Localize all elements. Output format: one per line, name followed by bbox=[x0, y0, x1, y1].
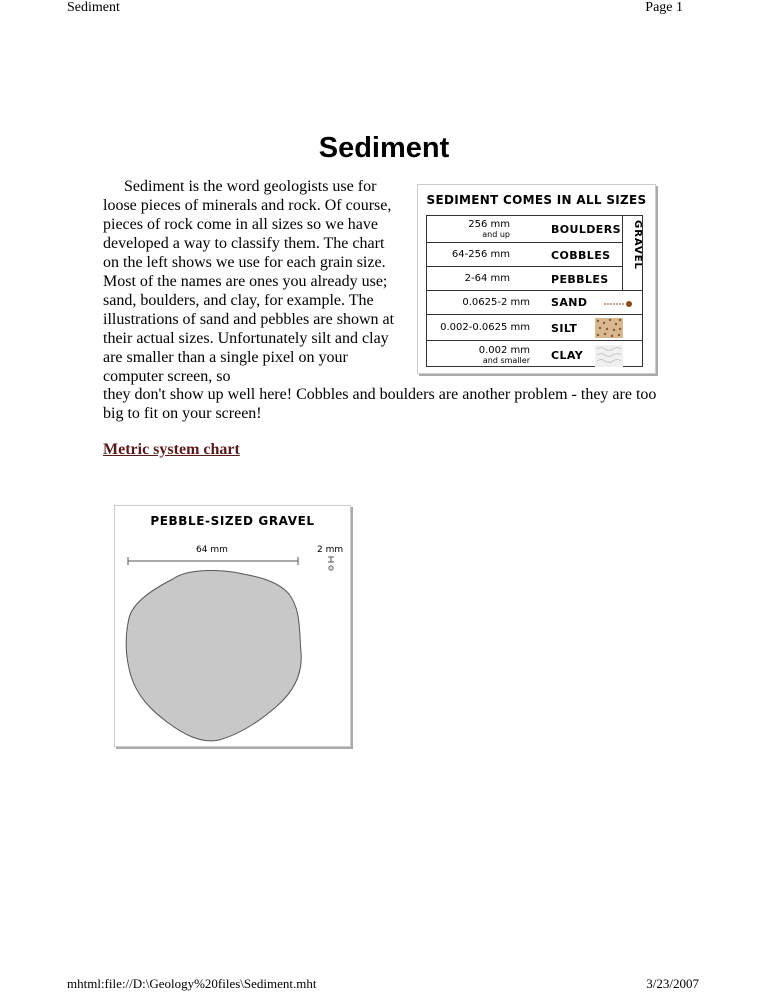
page-footer-date: 3/23/2007 bbox=[646, 976, 699, 991]
grain-name: COBBLES bbox=[551, 249, 611, 262]
size-subtext: and up bbox=[482, 230, 510, 239]
scale-label-64mm: 64 mm bbox=[196, 545, 228, 555]
gravel-label: GRAVEL bbox=[632, 220, 643, 270]
intro-paragraph-continued: they don't show up well here! Cobbles and boulders are another problem - they are too big to fit on your screen! bbox=[103, 386, 657, 422]
size-row-boulders bbox=[427, 216, 622, 242]
grain-name: BOULDERS bbox=[551, 223, 621, 236]
grain-name: SILT bbox=[551, 322, 578, 335]
grain-name: SAND bbox=[551, 296, 588, 309]
size-value: 0.002 mm bbox=[478, 345, 530, 356]
size-row-silt bbox=[427, 314, 642, 340]
size-row-sand bbox=[427, 290, 642, 314]
intro-paragraph bbox=[103, 177, 403, 386]
metric-system-chart-link[interactable]: Metric system chart bbox=[103, 441, 240, 458]
page-footer-path: mhtml:file://D:\Geology%20files\Sediment.mht bbox=[67, 976, 317, 991]
size-subtext: and smaller bbox=[482, 356, 530, 365]
scale-label-2mm: 2 mm bbox=[317, 545, 344, 555]
size-value: 2-64 mm bbox=[464, 273, 510, 284]
size-value: 0.002-0.0625 mm bbox=[440, 322, 530, 333]
size-value: 64-256 mm bbox=[451, 249, 510, 260]
sizes-table bbox=[426, 215, 643, 367]
grain-name: PEBBLES bbox=[551, 273, 609, 286]
clay-texture-illustration bbox=[595, 345, 623, 367]
size-row-cobbles bbox=[427, 242, 622, 266]
size-value: 0.0625-2 mm bbox=[462, 297, 530, 308]
intro-paragraph-text: Sediment is the word geologists use for loose pieces of minerals and rock. Of course, pieces of rock come in all sizes so we have developed a way to classify them. The chart on the left shows we use for each grain size. Most of the names are ones you already use; sand, boulders, and clay, for example. The illustrations of sand and pebbles are shown at their actual sizes. Unfortunately silt and clay are smaller than a single pixel on your computer screen, so bbox=[103, 178, 395, 385]
size-row-pebbles bbox=[427, 266, 622, 290]
pebble-figure-title: PEBBLE-SIZED GRAVEL bbox=[150, 514, 315, 528]
pebble-sized-gravel-figure bbox=[114, 505, 351, 747]
page-number: Page 1 bbox=[645, 0, 683, 15]
size-row-clay bbox=[427, 340, 642, 368]
grain-name: CLAY bbox=[551, 349, 584, 362]
page-title: Sediment bbox=[318, 132, 450, 164]
pebble-illustration bbox=[115, 506, 352, 748]
silt-texture-illustration bbox=[595, 318, 623, 338]
size-value: 256 mm bbox=[468, 219, 510, 230]
page-header-title: Sediment bbox=[67, 0, 120, 15]
gravel-group-label bbox=[622, 216, 644, 290]
pebble-shape bbox=[126, 570, 301, 740]
sizes-chart-title: SEDIMENT COMES IN ALL SIZES bbox=[426, 193, 647, 207]
sand-grain-illustration bbox=[603, 299, 635, 309]
sediment-sizes-chart bbox=[417, 184, 656, 374]
